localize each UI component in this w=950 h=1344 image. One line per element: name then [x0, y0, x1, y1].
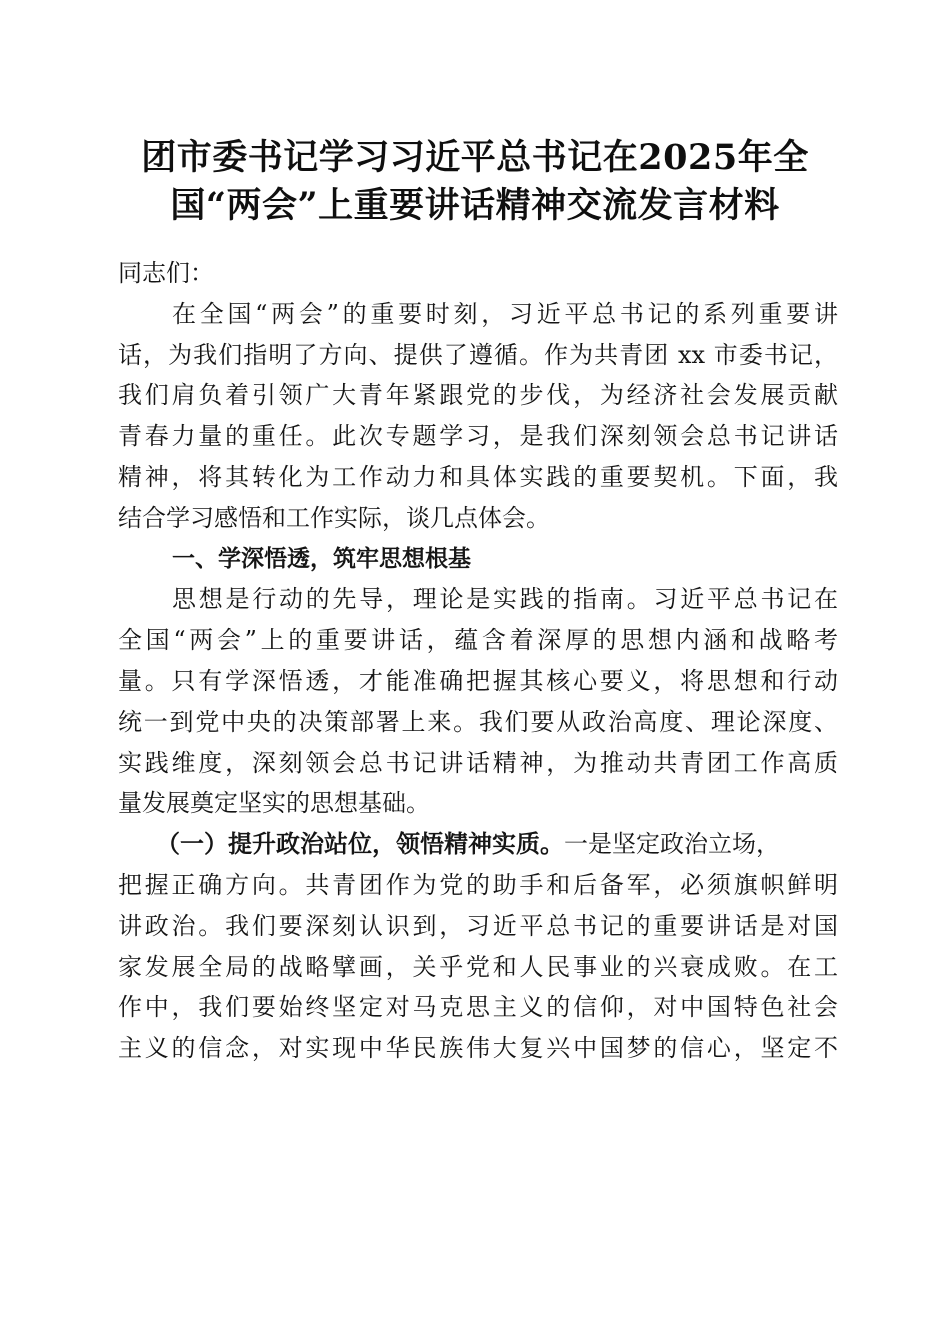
subsection-heading: （一）提升政治站位，领悟精神实质。: [156, 829, 564, 859]
paragraph-line: 青春力量的重任。此次专题学习，是我们深刻领会总书记讲话: [118, 422, 838, 451]
paragraph-line: 主义的信念，对实现中华民族伟大复兴中国梦的信心，坚定不: [118, 1034, 838, 1063]
subsection-text: 一是坚定政治立场，: [564, 830, 780, 859]
document-body: [118, 253, 838, 1069]
paragraph-line: 在全国“两会”的重要时刻，习近平总书记的系列重要讲: [172, 299, 838, 328]
subsection-line: [118, 824, 838, 865]
paragraph-line: 作中，我们要始终坚定对马克思主义的信仰，对中国特色社会: [118, 993, 838, 1022]
title-line: 国“两会”上重要讲话精神交流发言材料: [170, 185, 780, 226]
document-title: [100, 134, 850, 230]
paragraph-line: 统一到党中央的决策部署上来。我们要从政治高度、理论深度、: [118, 707, 838, 736]
salutation: 同志们：: [118, 259, 214, 287]
section-heading: 一、学深悟透，筑牢思想根基: [172, 545, 471, 572]
paragraph-line: 讲政治。我们要深刻认识到，习近平总书记的重要讲话是对国: [118, 911, 838, 940]
paragraph-line: 话，为我们指明了方向、提供了遵循。作为共青团 xx 市委书记，: [118, 340, 838, 369]
paragraph-line: 精神，将其转化为工作动力和具体实践的重要契机。下面，我: [118, 462, 838, 491]
paragraph-line: 实践维度，深刻领会总书记讲话精神，为推动共青团工作高质: [118, 748, 838, 777]
paragraph-line: 我们肩负着引领广大青年紧跟党的步伐，为经济社会发展贡献: [118, 381, 838, 410]
paragraph-line: 结合学习感悟和工作实际，谈几点体会。: [118, 503, 550, 532]
paragraph-line: 思想是行动的先导，理论是实践的指南。习近平总书记在: [172, 585, 838, 614]
paragraph-line: 量发展奠定坚实的思想基础。: [118, 789, 430, 818]
paragraph-line: 把握正确方向。共青团作为党的助手和后备军，必须旗帜鲜明: [118, 870, 838, 899]
title-line: 团市委书记学习习近平总书记在2025年全: [141, 137, 809, 178]
paragraph-line: 家发展全局的战略擘画，关乎党和人民事业的兴衰成败。在工: [118, 952, 838, 981]
paragraph-line: 量。只有学深悟透，才能准确把握其核心要义，将思想和行动: [118, 666, 838, 695]
paragraph-line: 全国“两会”上的重要讲话，蕴含着深厚的思想内涵和战略考: [118, 626, 838, 655]
